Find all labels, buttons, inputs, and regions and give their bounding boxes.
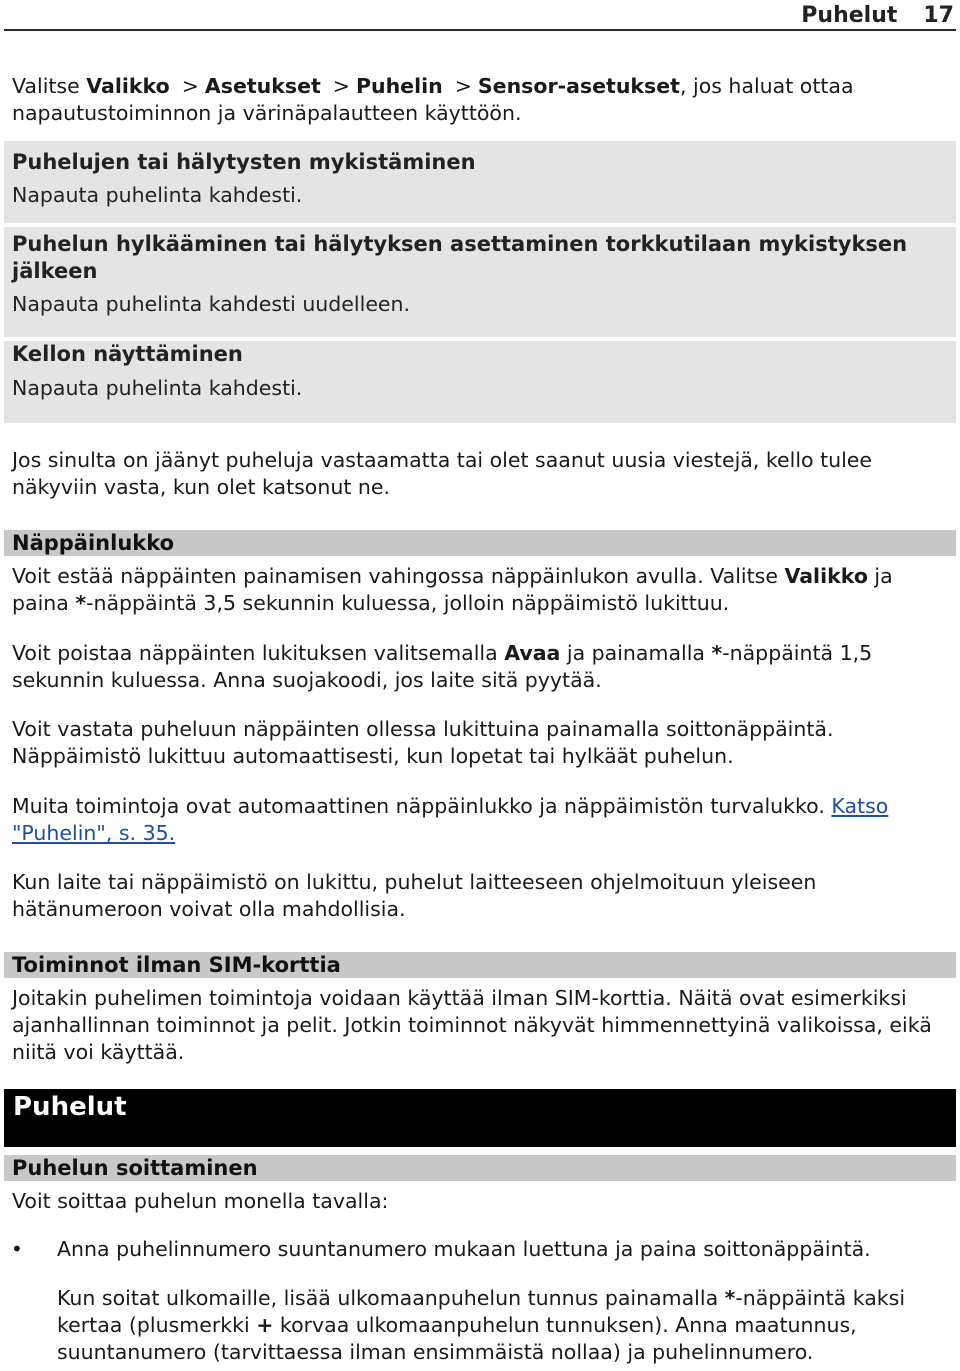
menu-path-valikko: Valikko	[86, 74, 170, 98]
bullet-icon: •	[11, 1237, 23, 1261]
section-bar-keylock	[4, 530, 956, 556]
text-run: -näppäintä 1,5 sekunnin kuluessa. Anna suojakoodi, jos laite sitä pyytää.	[12, 641, 873, 692]
menu-path-sensor-asetukset: Sensor-asetukset	[477, 74, 680, 98]
tip-box-item-2	[4, 227, 956, 337]
menu-path-asetukset: Asetukset	[204, 74, 321, 98]
chapter-title: Puhelut	[13, 1092, 127, 1122]
section-bar-calling	[4, 1155, 956, 1181]
text-run: Voit estää näppäinten painamisen vahingossa näppäinlukon avulla. Valitse	[12, 564, 785, 588]
menu-separator: >	[181, 74, 199, 98]
page-header	[801, 0, 954, 30]
text-run: Muita toimintoja ovat automaattinen näppäinlukko ja näppäimistön turvalukko.	[12, 794, 832, 818]
note-paragraph: Jos sinulta on jäänyt puheluja vastaamatta tai olet saanut uusia viestejä, kello tulee näkyviin vasta, kun olet katsonut ne.	[12, 448, 873, 499]
menu-valikko: Valikko	[784, 564, 868, 588]
tip-title: Puhelun hylkääminen tai hälytyksen asettaminen torkkutilaan mykistyksen jälkeen	[12, 232, 908, 283]
star-key: *	[724, 1286, 736, 1310]
menu-path-puhelin: Puhelin	[355, 74, 443, 98]
plus-sign: +	[256, 1313, 274, 1337]
text-run: korvaa ulkomaanpuhelun tunnuksen). Anna maatunnus, suuntanumero (tarvittaessa ilman ensimmäistä nollaa) ja puhelinnumero.	[57, 1313, 857, 1364]
text-run: ja paina	[12, 564, 893, 615]
section-bar-nosim	[4, 952, 956, 978]
star-key: *	[75, 591, 87, 615]
tip-text: Napauta puhelinta kahdesti.	[12, 376, 303, 400]
header-rule	[4, 29, 956, 31]
menu-separator: >	[332, 74, 350, 98]
tip-text: Napauta puhelinta kahdesti uudelleen.	[12, 292, 411, 316]
tip-text: Napauta puhelinta kahdesti.	[12, 183, 303, 207]
text-run: -näppäintä 3,5 sekunnin kuluessa, jolloin näppäimistö lukittuu.	[86, 591, 730, 615]
header-section-title: Puhelut	[801, 2, 898, 28]
keylock-paragraph-4	[12, 793, 948, 847]
tip-title: Puhelujen tai hälytysten mykistäminen	[12, 150, 476, 174]
keylock-paragraph-5: Kun laite tai näppäimistö on lukittu, puhelut laitteeseen ohjelmoituun yleiseen hätänumeroon voivat olla mahdollisia.	[12, 870, 817, 921]
calling-intro: Voit soittaa puhelun monella tavalla:	[12, 1189, 389, 1213]
section-heading: Toiminnot ilman SIM-korttia	[12, 953, 341, 977]
keylock-paragraph-3: Voit vastata puheluun näppäinten ollessa lukittuina painamalla soittonäppäintä. Näppäimistö lukittuu automaattisesti, kun lopetat tai hylkäät puhelun.	[12, 717, 834, 768]
text-run: Voit poistaa näppäinten lukituksen valitsemalla	[12, 641, 505, 665]
nosim-paragraph: Joitakin puhelimen toimintoja voidaan käyttää ilman SIM-korttia. Näitä ovat esimerkiksi ajanhallinnan toiminnot ja pelit. Jotkin toiminnot näkyvät himmennettyinä valikoissa, eikä niitä voi käyttää.	[12, 986, 932, 1064]
tip-box-item-3	[4, 341, 956, 423]
tip-title: Kellon näyttäminen	[12, 342, 243, 366]
keylock-paragraph-2	[12, 640, 948, 694]
bullet-subparagraph	[57, 1285, 948, 1366]
tip-box-item-1	[4, 141, 956, 223]
intro-post: , jos haluat ottaa napautustoiminnon ja värinäpalautteen käyttöön.	[12, 74, 854, 125]
see-also-link[interactable]: Katso "Puhelin", s. 35.	[12, 794, 889, 845]
star-key: *	[711, 641, 723, 665]
header-page-number: 17	[923, 2, 954, 28]
softkey-avaa: Avaa	[504, 641, 561, 665]
text-run: Kun soitat ulkomaille, lisää ulkomaanpuhelun tunnus painamalla	[57, 1286, 725, 1310]
section-heading: Puhelun soittaminen	[12, 1156, 258, 1180]
section-heading: Näppäinlukko	[12, 531, 175, 555]
keylock-paragraph-1	[12, 563, 948, 617]
bullet-item-1: Anna puhelinnumero suuntanumero mukaan luettuna ja paina soittonäppäintä.	[57, 1237, 871, 1261]
intro-pre: Valitse	[12, 74, 80, 98]
intro-paragraph	[12, 73, 948, 127]
text-run: -näppäintä kaksi kertaa (plusmerkki	[57, 1286, 906, 1337]
text-run: ja painamalla	[560, 641, 712, 665]
menu-separator: >	[454, 74, 472, 98]
chapter-banner	[4, 1089, 956, 1147]
